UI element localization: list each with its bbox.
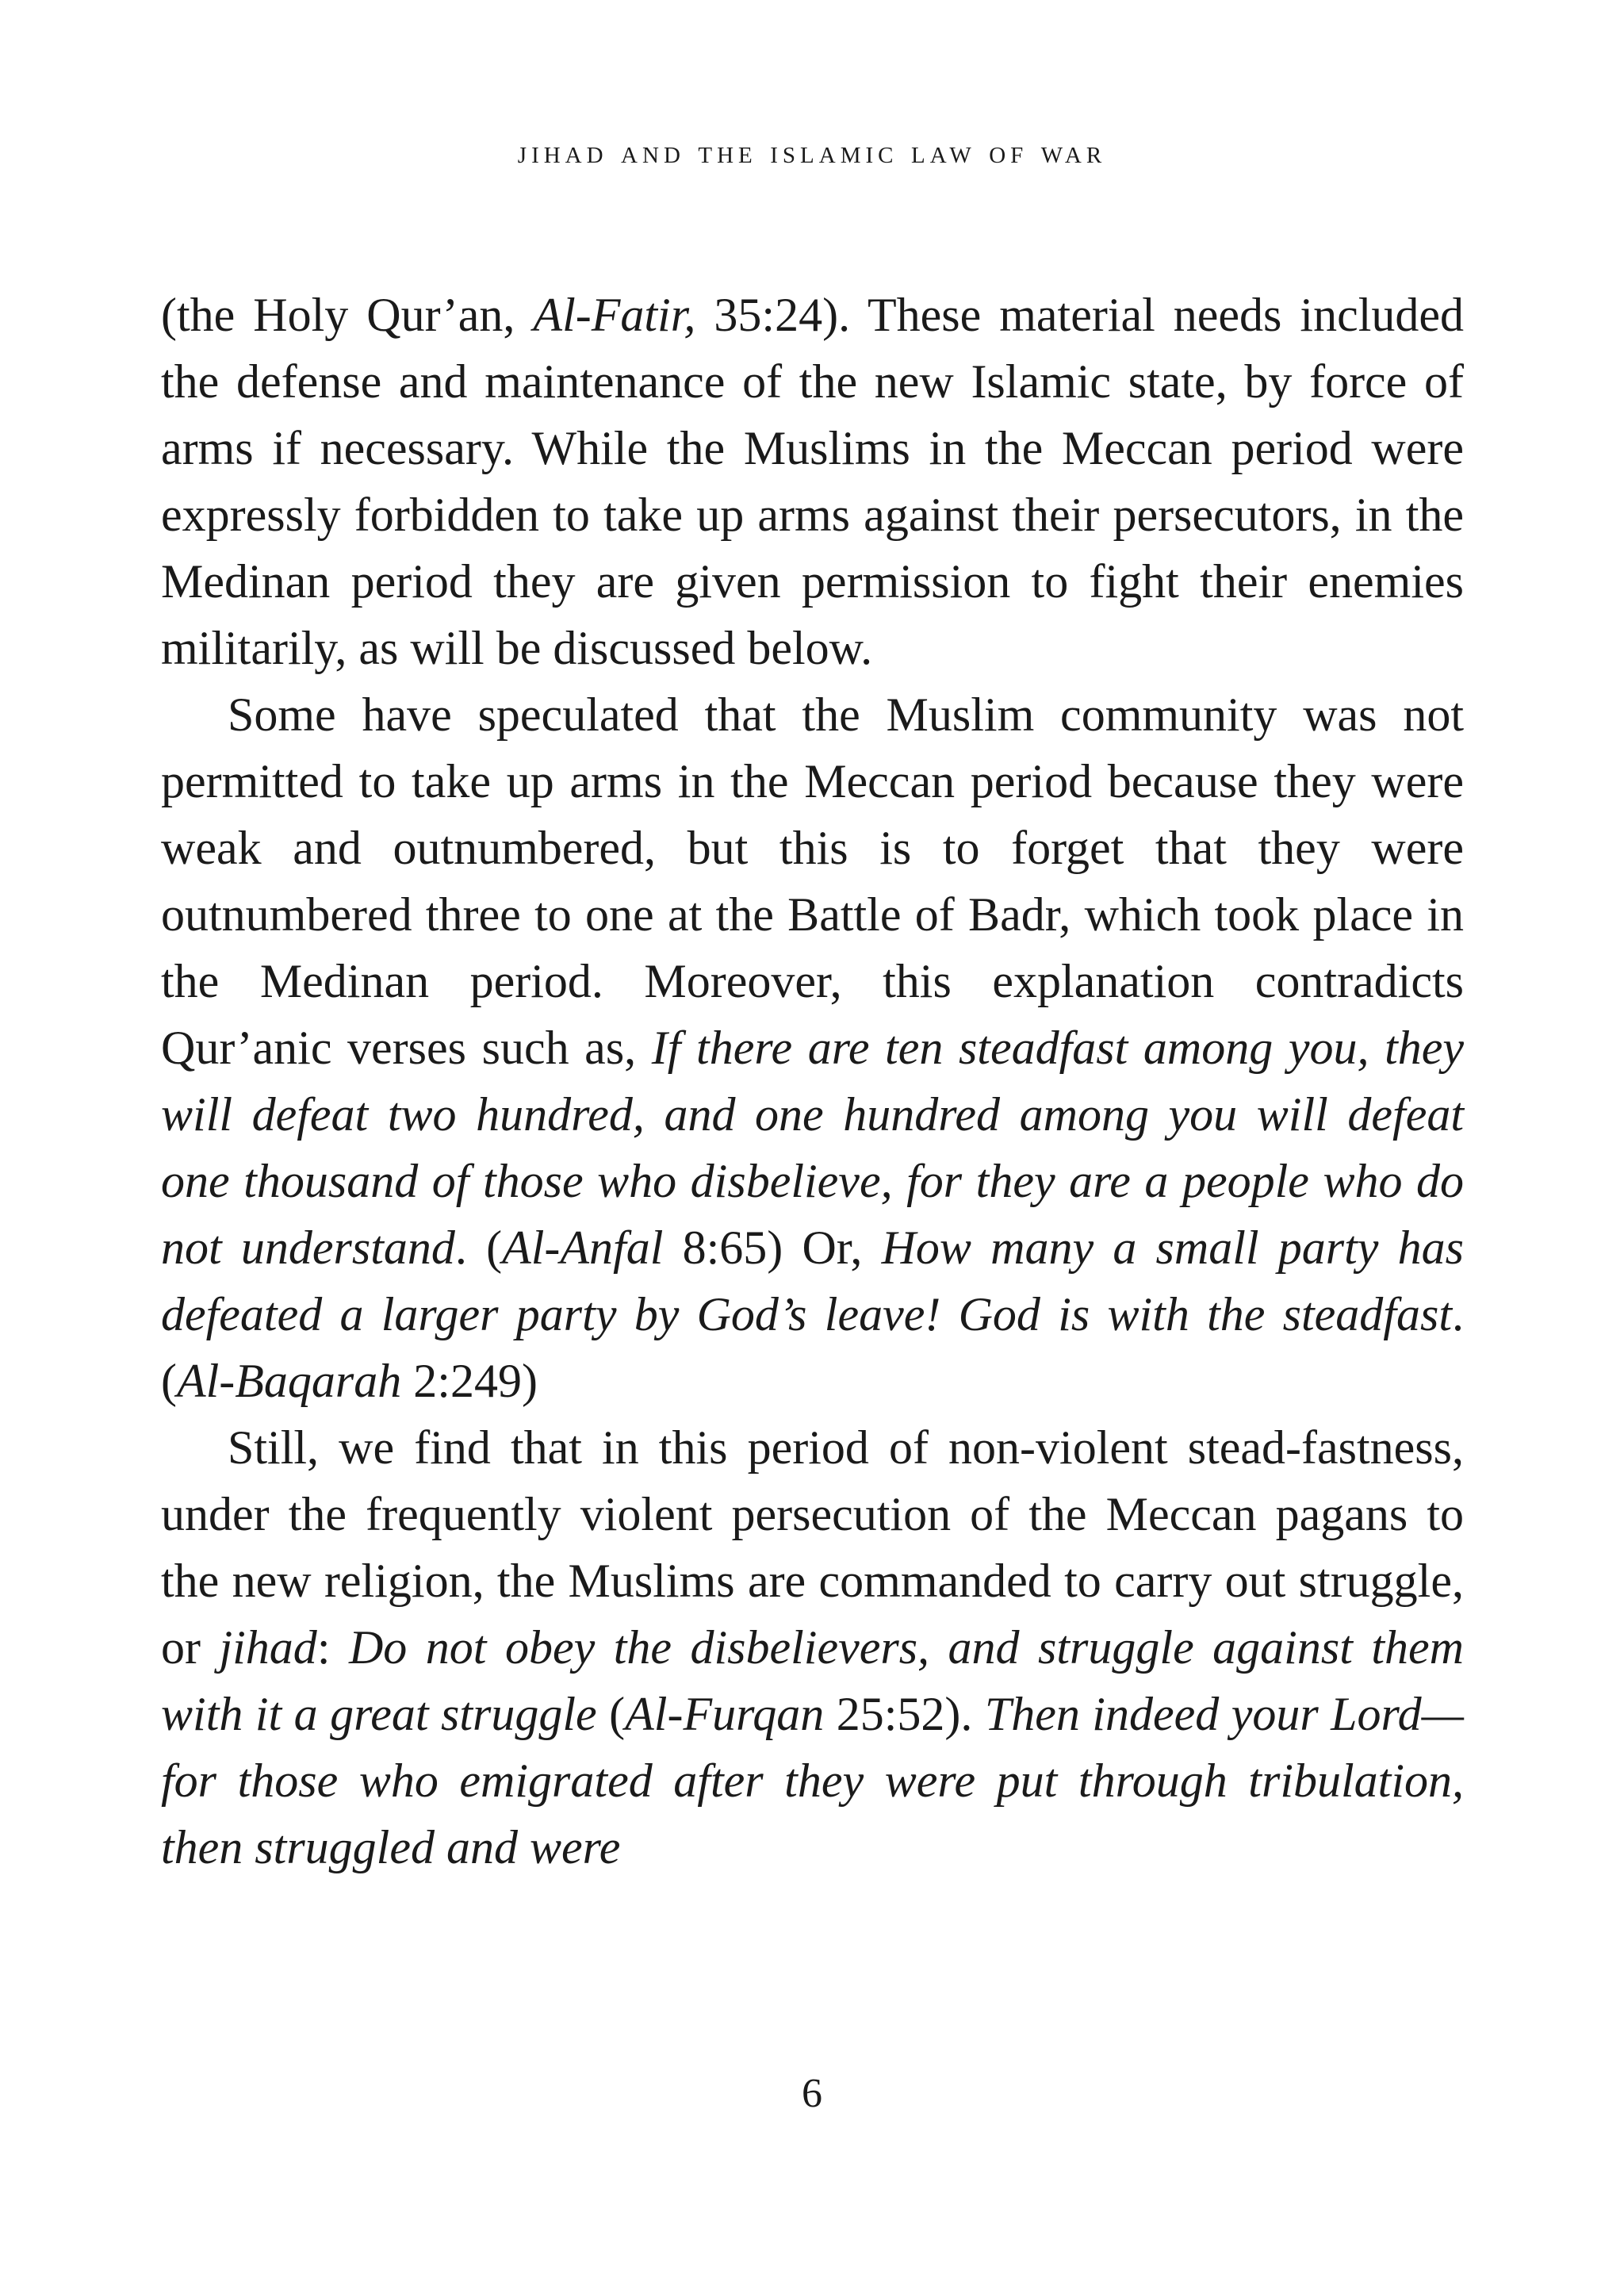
paragraph-3 <box>161 1414 1464 1881</box>
text-run: 25:52). <box>824 1688 985 1740</box>
italic-text: If there are ten steadfast among you, they will defeat two hundred, and one hundred among you will defeat one thousand of those who disbelieve, for they are a people who do not understand <box>161 1022 1464 1274</box>
paragraph-2 <box>161 681 1464 1414</box>
italic-text: Then indeed your Lord—for those who emigrated after they were put through tribulation, then struggled and were <box>161 1688 1464 1873</box>
text-run: (the Holy Qur’an, <box>161 289 534 341</box>
italic-text: Al-Furqan <box>625 1688 825 1740</box>
text-run: ( <box>596 1688 626 1740</box>
body-text <box>161 282 1464 1881</box>
text-run: . ( <box>454 1221 503 1274</box>
text-run: . ( <box>161 1288 1464 1407</box>
text-run: 8:65) Or, <box>663 1221 882 1274</box>
running-head <box>0 133 1624 171</box>
italic-text: How many a small party has defeated a larger party by God’s leave! God is with the steadfast <box>161 1221 1464 1340</box>
text-run: Still, we find that in this period of non-violent stead-fastness, under the frequently violent persecution of the Meccan pagans to the new religion, the Muslims are commanded to carry out struggle, or <box>161 1421 1464 1674</box>
paragraph-1 <box>161 282 1464 681</box>
text-run: 2:249) <box>401 1355 538 1407</box>
italic-text: Al-Baqarah <box>176 1355 402 1407</box>
italic-text: Do not obey the disbelievers, and struggle against them with it a great struggle <box>161 1621 1464 1740</box>
running-head-text: jihad and the islamic law of war <box>517 134 1107 171</box>
italic-text: jihad <box>219 1621 317 1674</box>
page-number: 6 <box>802 2071 822 2116</box>
text-run: 35:24). These material needs included the defense and maintenance of the new Islamic state, by force of arms if necessary. While the Muslims in the Meccan period were expressly forbidden to take up arms against their persecutors, in the Medinan period they are given permission to fight their enemies militarily, as will be discussed below. <box>161 289 1464 674</box>
italic-text: Al-Fatir, <box>533 289 696 341</box>
text-run: : <box>316 1621 349 1674</box>
italic-text: Al-Anfal <box>502 1221 664 1274</box>
text-run: Some have speculated that the Muslim community was not permitted to take up arms in the Meccan period because they were weak and outnumbered, but this is to forget that they were outnumbered three to one at the Battle of Badr, which took place in the Medinan period. Moreover, this explanation contradicts Qur’anic verses such as, <box>161 688 1464 1074</box>
